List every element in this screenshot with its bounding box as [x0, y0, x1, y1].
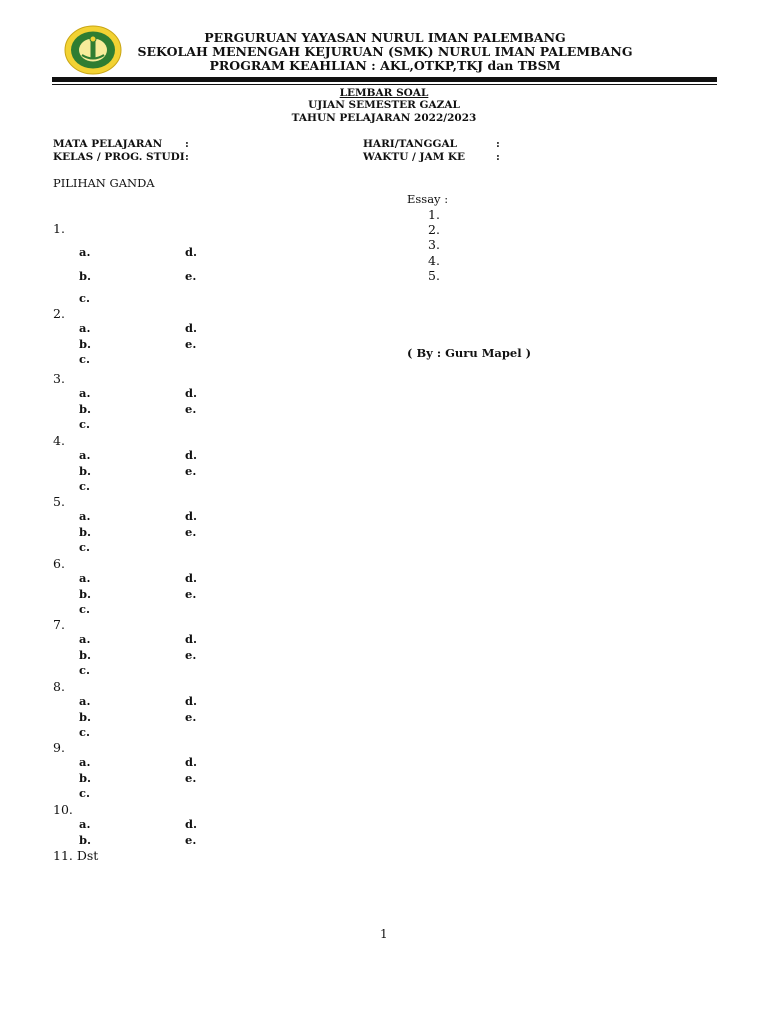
mc-option-a: a.	[79, 632, 91, 646]
mc-option-e: e.	[185, 833, 197, 847]
mc-option-b: b.	[79, 771, 92, 785]
mc-question-number: 7.	[53, 617, 65, 632]
mc-option-c: c.	[79, 540, 91, 554]
mc-option-a: a.	[79, 386, 91, 400]
subject-label: MATA PELAJARAN	[53, 138, 163, 150]
mc-question-number: 1.	[53, 221, 65, 236]
header-divider-thin	[52, 84, 717, 85]
mc-option-e: e.	[185, 710, 197, 724]
class-label: KELAS / PROG. STUDI	[53, 151, 185, 163]
mc-option-b: b.	[79, 464, 92, 478]
mc-option-c: c.	[79, 786, 91, 800]
mc-option-e: e.	[185, 771, 197, 785]
mc-option-b: b.	[79, 710, 92, 724]
mc-option-b: b.	[79, 587, 92, 601]
mc-option-d: d.	[185, 386, 198, 400]
mc-option-a: a.	[79, 817, 91, 831]
mc-option-c: c.	[79, 479, 91, 493]
mc-option-d: d.	[185, 571, 198, 585]
mc-option-d: d.	[185, 632, 198, 646]
essay-item: 4.	[428, 253, 440, 268]
mc-question-number: 8.	[53, 679, 65, 694]
mc-option-e: e.	[185, 402, 197, 416]
mc-question-number: 4.	[53, 433, 65, 448]
class-colon: :	[185, 151, 189, 163]
mc-option-c: c.	[79, 602, 91, 616]
mc-option-b: b.	[79, 337, 92, 351]
mc-option-b: b.	[79, 648, 92, 662]
mc-option-c: c.	[79, 663, 91, 677]
mc-option-a: a.	[79, 245, 91, 259]
mc-option-b: b.	[79, 833, 92, 847]
time-label: WAKTU / JAM KE	[363, 151, 466, 163]
sheet-title: LEMBAR SOAL	[339, 87, 429, 99]
mc-option-d: d.	[185, 448, 198, 462]
mc-option-b: b.	[79, 402, 92, 416]
header-line-3: PROGRAM KEAHLIAN : AKL,OTKP,TKJ dan TBSM	[209, 58, 561, 73]
school-logo	[64, 25, 122, 75]
mc-question-number: 10.	[53, 802, 73, 817]
mc-option-d: d.	[185, 817, 198, 831]
mc-option-c: c.	[79, 291, 91, 305]
mc-option-e: e.	[185, 587, 197, 601]
header-divider-thick	[52, 77, 717, 82]
credit-note: ( By : Guru Mapel )	[407, 346, 532, 360]
mc-option-a: a.	[79, 571, 91, 585]
mc-option-b: b.	[79, 525, 92, 539]
time-colon: :	[496, 151, 500, 163]
mc-option-e: e.	[185, 337, 197, 351]
mc-option-e: e.	[185, 464, 197, 478]
mc-option-a: a.	[79, 509, 91, 523]
mc-last-item: 11. Dst	[53, 848, 99, 863]
mc-option-c: c.	[79, 725, 91, 739]
mc-option-a: a.	[79, 694, 91, 708]
exam-title: UJIAN SEMESTER GAZAL	[308, 99, 460, 111]
mc-question-number: 5.	[53, 494, 65, 509]
essay-heading: Essay :	[407, 192, 449, 206]
mc-option-d: d.	[185, 694, 198, 708]
essay-item: 3.	[428, 237, 440, 252]
header-line-1: PERGURUAN YAYASAN NURUL IMAN PALEMBANG	[204, 30, 566, 45]
essay-item: 2.	[428, 222, 440, 237]
header-line-2: SEKOLAH MENENGAH KEJURUAN (SMK) NURUL IMAN PALEMBANG	[137, 44, 633, 59]
day-label: HARI/TANGGAL	[363, 138, 457, 150]
mc-option-a: a.	[79, 755, 91, 769]
mc-question-number: 3.	[53, 371, 65, 386]
mc-option-a: a.	[79, 321, 91, 335]
mc-question-number: 9.	[53, 740, 65, 755]
mc-option-e: e.	[185, 525, 197, 539]
essay-item: 5.	[428, 268, 440, 283]
mc-option-c: c.	[79, 352, 91, 366]
mc-option-d: d.	[185, 245, 198, 259]
essay-item: 1.	[428, 207, 440, 222]
day-colon: :	[496, 138, 500, 150]
mc-option-d: d.	[185, 509, 198, 523]
mc-option-c: c.	[79, 417, 91, 431]
mc-option-e: e.	[185, 269, 197, 283]
mc-heading: PILIHAN GANDA	[53, 176, 155, 190]
mc-option-a: a.	[79, 448, 91, 462]
mc-option-b: b.	[79, 269, 92, 283]
year-title: TAHUN PELAJARAN 2022/2023	[291, 112, 477, 124]
subject-colon: :	[185, 138, 189, 150]
mc-option-d: d.	[185, 755, 198, 769]
mc-question-number: 6.	[53, 556, 65, 571]
mc-question-number: 2.	[53, 306, 65, 321]
page-number: 1	[380, 927, 388, 941]
mc-option-e: e.	[185, 648, 197, 662]
mc-option-d: d.	[185, 321, 198, 335]
